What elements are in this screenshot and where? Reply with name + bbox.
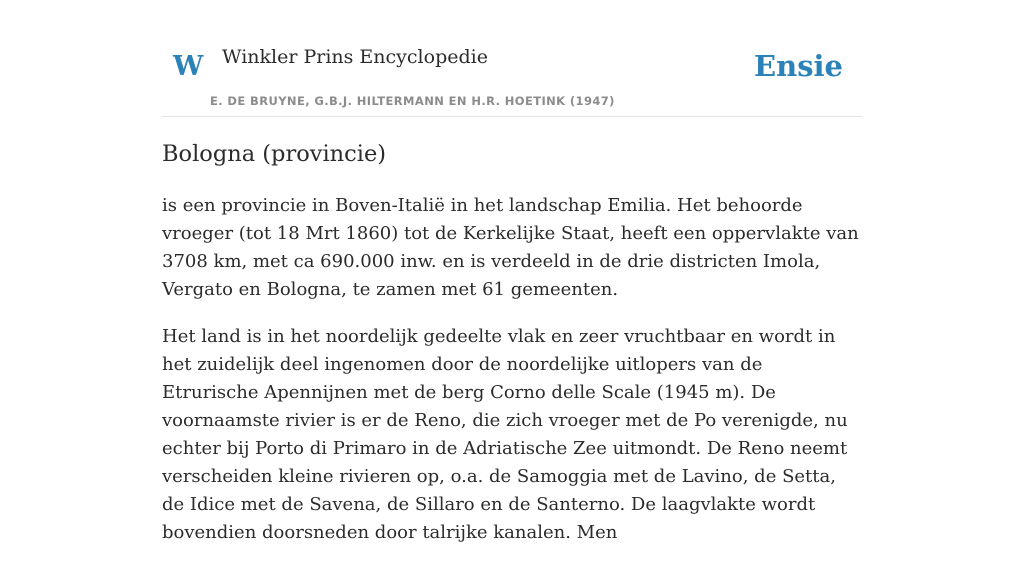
book-title[interactable]: Winkler Prins Encyclopedie: [222, 46, 488, 68]
ensie-logo-link[interactable]: Ensie: [754, 49, 843, 83]
article-body: [162, 192, 862, 566]
site-header: [162, 0, 862, 117]
winkler-prins-logo[interactable]: W: [173, 51, 204, 82]
book-authors: E. DE BRUYNE, G.B.J. HILTERMANN EN H.R. HOETINK (1947): [210, 94, 615, 108]
article-paragraph: Het land is in het noordelijk gedeelte vlak en zeer vruchtbaar en wordt in het zuidelijk deel ingenomen door de noordelijke uitlopers van de Etrurische Apennijnen met de berg Corno delle Scale (1945 m). De voornaamste rivier is er de Reno, die zich vroeger met de Po verenigde, nu echter bij Porto di Primaro in de Adriatische Zee uitmondt. De Reno neemt verscheiden kleine rivieren op, o.a. de Samoggia met de Lavino, de Setta, de Idice met de Savena, de Sillaro en de Santerno. De laagvlakte wordt bovendien doorsneden door talrijke kanalen. Men: [162, 326, 848, 543]
article-title: Bologna (provincie): [162, 141, 387, 167]
article-paragraph: is een provincie in Boven-Italië in het landschap Emilia. Het behoorde vroeger (tot 18 Mrt 1860) tot de Kerkelijke Staat, heeft een oppervlakte van 3708 km, met ca 690.000 inw. en is verdeeld in de drie districten Imola, Vergato en Bologna, te zamen met 61 gemeenten.: [162, 195, 859, 300]
